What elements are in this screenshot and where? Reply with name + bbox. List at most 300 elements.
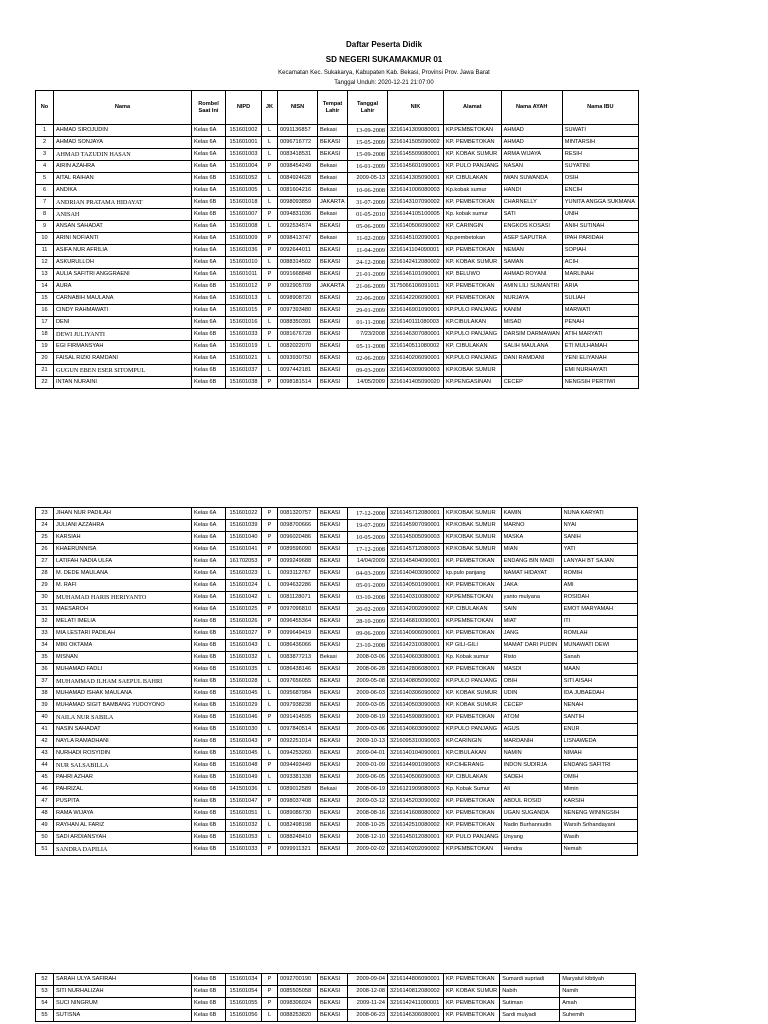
cell-nik: 3216143107090002 bbox=[388, 197, 444, 209]
cell-nama-ibu: SANIH bbox=[561, 532, 637, 544]
cell-jk: P bbox=[262, 974, 278, 986]
cell-nipd: 151601024 bbox=[226, 580, 262, 592]
cell-nipd: 151601029 bbox=[226, 700, 262, 712]
cell-nik: 3175066106091011 bbox=[388, 281, 444, 293]
cell-nik: 3216141309080001 bbox=[388, 125, 444, 137]
cell-nama-ibu: EMI NURHAYATI bbox=[562, 365, 638, 377]
cell-nisn: 0096716772 bbox=[278, 137, 318, 149]
cell-alamat: KP. CIBULAKAN bbox=[444, 604, 502, 616]
cell-no: 10 bbox=[36, 233, 54, 245]
cell-tanggal-lahir: 29-01-2009 bbox=[348, 305, 388, 317]
table-row bbox=[36, 173, 639, 185]
table-row bbox=[36, 257, 639, 269]
cell-nama-ayah: ASEP SAPUTRA bbox=[501, 233, 562, 245]
cell-nipd: 151601012 bbox=[226, 281, 262, 293]
cell-nama-ayah: MASDI bbox=[501, 664, 561, 676]
cell-nama-ayah: DANI RAMDANI bbox=[501, 353, 562, 365]
cell-no: 18 bbox=[36, 329, 54, 341]
table-row bbox=[36, 628, 638, 640]
cell-tempat-lahir: Bekasi bbox=[318, 652, 348, 664]
cell-jk: P bbox=[262, 329, 278, 341]
cell-nama-ayah: INDON SUDIRJA bbox=[501, 760, 561, 772]
cell-nama: SITI NURHALIZAH bbox=[54, 986, 192, 998]
cell-nama-ayah: Sardi mulyadi bbox=[500, 1010, 560, 1022]
cell-jk: P bbox=[262, 844, 278, 856]
cell-nama-ayah: Nadin Burhannudin bbox=[501, 820, 561, 832]
cell-alamat: KP. CIBULAKAN bbox=[444, 341, 502, 353]
cell-alamat: KP. CIBULAKAN bbox=[444, 772, 502, 784]
cell-nama-ayah: KANIM bbox=[501, 305, 562, 317]
cell-nama: AITAL RAIHAN bbox=[54, 173, 192, 185]
cell-jk: L bbox=[262, 724, 278, 736]
cell-nama-ibu: ANIH SUTINAH bbox=[562, 221, 638, 233]
cell-alamat: KP. PEMBETOKAN bbox=[444, 808, 502, 820]
table-row bbox=[36, 149, 639, 161]
cell-jk: L bbox=[262, 580, 278, 592]
cell-nipd: 151601035 bbox=[226, 664, 262, 676]
cell-rombel: Kelas 6B bbox=[192, 664, 226, 676]
cell-nik: 3216144901090003 bbox=[388, 760, 444, 772]
cell-nama-ayah: Sutiman bbox=[500, 998, 560, 1010]
cell-nisn: 0098181514 bbox=[278, 377, 318, 389]
cell-nisn: 0097393480 bbox=[278, 305, 318, 317]
cell-nipd: 151601052 bbox=[226, 173, 262, 185]
cell-nama-ayah: MAMAT DARI PUDIN bbox=[501, 640, 561, 652]
cell-nama-ayah: MIAT bbox=[501, 616, 561, 628]
cell-nama-ayah: JAKA bbox=[501, 580, 561, 592]
cell-tanggal-lahir: 21-06-2009 bbox=[348, 281, 388, 293]
cell-nipd: 151601032 bbox=[226, 820, 262, 832]
cell-alamat: KP. PEMBETOKAN bbox=[444, 974, 500, 986]
cell-nama-ayah: UGAN SUGANDA bbox=[501, 808, 561, 820]
cell-tempat-lahir: BEKASI bbox=[318, 329, 348, 341]
cell-no: 25 bbox=[36, 532, 54, 544]
cell-nisn: 0094253260 bbox=[278, 748, 318, 760]
cell-alamat: KP.KOBAK SUMUR bbox=[444, 532, 502, 544]
cell-nik: 3216140906090001 bbox=[388, 628, 444, 640]
table-row bbox=[36, 784, 638, 796]
col-header-nama: Nama bbox=[54, 91, 192, 125]
cell-rombel: Kelas 6B bbox=[192, 760, 226, 772]
cell-nisn: 0093112767 bbox=[278, 568, 318, 580]
cell-tanggal-lahir: 05-11-2008 bbox=[348, 341, 388, 353]
cell-rombel: Kelas 6B bbox=[192, 173, 226, 185]
cell-rombel: Kelas 6A bbox=[192, 353, 226, 365]
cell-rombel: Kelas 6A bbox=[192, 293, 226, 305]
cell-nipd: 151601015 bbox=[226, 305, 262, 317]
cell-nipd: 151601043 bbox=[226, 640, 262, 652]
cell-nama-ibu: ACIH bbox=[562, 257, 638, 269]
download-date: Tanggal Unduh: 2020-12-21 21:07:00 bbox=[334, 80, 434, 86]
cell-jk: L bbox=[262, 185, 278, 197]
cell-nama: GUGUN EBEN ESER SITOMPUL bbox=[54, 365, 192, 377]
cell-nisn: 0097096810 bbox=[278, 604, 318, 616]
cell-tempat-lahir: BEKASI bbox=[318, 808, 348, 820]
cell-nama-ibu: EMOT MARYAMAH bbox=[561, 604, 637, 616]
cell-nik: 3216145005090003 bbox=[388, 532, 444, 544]
cell-nisn: 0097656055 bbox=[278, 676, 318, 688]
cell-alamat: KP. PEMBETOKAN bbox=[444, 245, 502, 257]
cell-nisn: 0098093859 bbox=[278, 197, 318, 209]
table-row bbox=[36, 700, 638, 712]
cell-no: 1 bbox=[36, 125, 54, 137]
cell-nama-ayah: SATI bbox=[501, 209, 562, 221]
col-header-jk: JK bbox=[262, 91, 278, 125]
cell-tanggal-lahir: 23-10-2008 bbox=[348, 640, 388, 652]
cell-nama: MUHAMAD SIGIT BAMBANG YUDOYONO bbox=[54, 700, 192, 712]
cell-nama-ibu: SITI AISAH bbox=[561, 676, 637, 688]
table-row bbox=[36, 532, 638, 544]
cell-tanggal-lahir: 28-10-2009 bbox=[348, 616, 388, 628]
cell-nisn: 0082022070 bbox=[278, 341, 318, 353]
cell-no: 42 bbox=[36, 736, 54, 748]
cell-nipd: 151601007 bbox=[226, 209, 262, 221]
cell-no: 11 bbox=[36, 245, 54, 257]
cell-alamat: KP. BELUWO bbox=[444, 269, 502, 281]
cell-rombel: Kelas 6A bbox=[192, 341, 226, 353]
cell-no: 9 bbox=[36, 221, 54, 233]
cell-nama-ibu: ITI bbox=[561, 616, 637, 628]
cell-nama-ibu: RESIH bbox=[562, 149, 638, 161]
cell-nisn: 0088350391 bbox=[278, 317, 318, 329]
cell-alamat: KP.PEMBETOKAN bbox=[444, 125, 502, 137]
cell-nama-ayah: MASKA bbox=[501, 532, 561, 544]
cell-nama-ibu: IDA JUBAEDAH bbox=[561, 688, 637, 700]
cell-tempat-lahir: BEKASI bbox=[318, 353, 348, 365]
cell-tanggal-lahir: 14/04/2009 bbox=[348, 556, 388, 568]
table-row bbox=[36, 137, 639, 149]
cell-tempat-lahir: BEKASI bbox=[318, 712, 348, 724]
cell-nama-ibu: MARLINAH bbox=[562, 269, 638, 281]
cell-alamat: KP. KOBAK SUMUR bbox=[444, 986, 500, 998]
table-row bbox=[36, 820, 638, 832]
col-header-tempat-lahir: Tempat Lahir bbox=[318, 91, 348, 125]
cell-jk: L bbox=[262, 640, 278, 652]
cell-tempat-lahir: BEKASI bbox=[318, 736, 348, 748]
cell-jk: P bbox=[262, 281, 278, 293]
cell-tempat-lahir: BEKASI bbox=[318, 580, 348, 592]
cell-jk: L bbox=[262, 173, 278, 185]
cell-tanggal-lahir: 2009-11-24 bbox=[348, 998, 388, 1010]
cell-nipd: 151601004 bbox=[226, 161, 262, 173]
cell-no: 35 bbox=[36, 652, 54, 664]
cell-nipd: 151601048 bbox=[226, 760, 262, 772]
table-row bbox=[36, 808, 638, 820]
cell-tanggal-lahir: 05-01-2009 bbox=[348, 580, 388, 592]
cell-alamat: Kp.pembetokan bbox=[444, 233, 502, 245]
cell-nisn: 0091414595 bbox=[278, 712, 318, 724]
cell-nik: 3216145712080003 bbox=[388, 544, 444, 556]
cell-nama-ayah: MISAD bbox=[501, 317, 562, 329]
cell-rombel: Kelas 6B bbox=[192, 1010, 226, 1022]
cell-alamat: KP. KOBAK SUMUR bbox=[444, 257, 502, 269]
cell-nama: CINDY RAHMAWATI bbox=[54, 305, 192, 317]
table-header-row bbox=[36, 91, 639, 125]
cell-tempat-lahir: BEKASI bbox=[318, 748, 348, 760]
cell-no: 53 bbox=[36, 986, 54, 998]
cell-no: 12 bbox=[36, 257, 54, 269]
cell-nama-ayah: SALIH MAULANA bbox=[501, 341, 562, 353]
cell-nama: MIA LESTARI PADILAH bbox=[54, 628, 192, 640]
cell-nama: MIKI OKTAMA bbox=[54, 640, 192, 652]
cell-nama: ANSAN SAHADAT bbox=[54, 221, 192, 233]
cell-nama: KHAERUNNISA bbox=[54, 544, 192, 556]
cell-nik: 3216145102090001 bbox=[388, 233, 444, 245]
cell-nipd: 151601022 bbox=[226, 508, 262, 520]
cell-nama-ibu: ROMLAH bbox=[561, 628, 637, 640]
cell-rombel: Kelas 6B bbox=[192, 209, 226, 221]
cell-rombel: Kelas 6B bbox=[192, 652, 226, 664]
cell-nisn: 0093381338 bbox=[278, 772, 318, 784]
cell-nama-ibu: IPAH PARIDAH bbox=[562, 233, 638, 245]
cell-nisn: 0089012589 bbox=[278, 784, 318, 796]
cell-nama: JIHAN NUR PADILAH bbox=[54, 508, 192, 520]
cell-nipd: 151601056 bbox=[226, 1010, 262, 1022]
cell-no: 55 bbox=[36, 1010, 54, 1022]
cell-nisn: 0088253820 bbox=[278, 1010, 318, 1022]
cell-nik: 3216140104090001 bbox=[388, 748, 444, 760]
cell-nama-ibu: OSIH bbox=[562, 173, 638, 185]
cell-nama: ANDIKA bbox=[54, 185, 192, 197]
cell-nama-ayah: yanto mulyana bbox=[501, 592, 561, 604]
table-row bbox=[36, 974, 636, 986]
cell-nipd: 151601025 bbox=[226, 604, 262, 616]
table-row bbox=[36, 341, 639, 353]
cell-no: 54 bbox=[36, 998, 54, 1010]
cell-nama-ibu: NENAH bbox=[561, 700, 637, 712]
cell-nisn: 0081604216 bbox=[278, 185, 318, 197]
cell-nama-ibu: Namih bbox=[560, 986, 636, 998]
cell-alamat: KP.PEMBETOKAN bbox=[444, 616, 502, 628]
cell-jk: P bbox=[262, 796, 278, 808]
cell-tempat-lahir: BEKASI bbox=[318, 640, 348, 652]
cell-nama: MUHAMAD FADLI bbox=[54, 664, 192, 676]
cell-nisn: 0086438146 bbox=[278, 664, 318, 676]
cell-nisn: 0083418531 bbox=[278, 149, 318, 161]
cell-jk: P bbox=[262, 305, 278, 317]
cell-no: 28 bbox=[36, 568, 54, 580]
cell-no: 6 bbox=[36, 185, 54, 197]
cell-nama-ibu: NUNA KARYATI bbox=[561, 508, 637, 520]
cell-alamat: KP.KOBAK SUMUR bbox=[444, 520, 502, 532]
cell-nisn: 0096455364 bbox=[278, 616, 318, 628]
cell-no: 31 bbox=[36, 604, 54, 616]
cell-nama-ibu: MINTARSIH bbox=[562, 137, 638, 149]
cell-alamat: KP.KOBAK SUMUR bbox=[444, 544, 502, 556]
cell-nik: 3216141608080002 bbox=[388, 808, 444, 820]
cell-nama: PAHRIZAL bbox=[54, 784, 192, 796]
table-row bbox=[36, 724, 638, 736]
cell-tanggal-lahir: 15-05-2009 bbox=[348, 137, 388, 149]
cell-jk: P bbox=[262, 556, 278, 568]
cell-no: 8 bbox=[36, 209, 54, 221]
cell-nama-ayah: MIAN bbox=[501, 544, 561, 556]
cell-tempat-lahir: BEKASI bbox=[318, 688, 348, 700]
cell-alamat: KP. PEMBETOKAN bbox=[444, 556, 502, 568]
cell-tanggal-lahir: 2009-08-19 bbox=[348, 712, 388, 724]
cell-tanggal-lahir: 01-05-2010 bbox=[348, 209, 388, 221]
cell-tanggal-lahir: 2009-03-06 bbox=[348, 724, 388, 736]
cell-nama-ayah: Hendra bbox=[501, 844, 561, 856]
cell-nama-ibu: Suhemih bbox=[560, 1010, 636, 1022]
col-header-nama-ibu: Nama IBU bbox=[562, 91, 638, 125]
cell-no: 32 bbox=[36, 616, 54, 628]
cell-nisn: 0081676728 bbox=[278, 329, 318, 341]
cell-no: 24 bbox=[36, 520, 54, 532]
cell-nama-ayah: ARMA WIJAYA bbox=[501, 149, 562, 161]
student-table-section-1 bbox=[35, 90, 639, 389]
cell-jk: P bbox=[262, 532, 278, 544]
student-table-section-2 bbox=[35, 507, 638, 856]
cell-nik: 3216140503090003 bbox=[388, 700, 444, 712]
cell-nipd: 151601041 bbox=[226, 544, 262, 556]
table-body-section-2 bbox=[36, 508, 638, 856]
cell-nama: SUCI NINGRUM bbox=[54, 998, 192, 1010]
cell-jk: L bbox=[262, 592, 278, 604]
cell-nik: 3216141104090001 bbox=[388, 245, 444, 257]
cell-rombel: Kelas 6B bbox=[192, 748, 226, 760]
cell-nama: NAILA NUR SABILA bbox=[54, 712, 192, 724]
cell-nama: SUTISNA bbox=[54, 1010, 192, 1022]
cell-tanggal-lahir: 20-02-2009 bbox=[348, 604, 388, 616]
col-header-nama-ayah: Nama AYAH bbox=[501, 91, 562, 125]
cell-alamat: KP.PEMBETOKAN bbox=[444, 844, 502, 856]
cell-no: 37 bbox=[36, 676, 54, 688]
cell-alamat: KP.CIBULAKAN bbox=[444, 748, 502, 760]
cell-tanggal-lahir: 03-10-2008 bbox=[348, 592, 388, 604]
cell-jk: L bbox=[262, 365, 278, 377]
cell-nama: MAESAROH bbox=[54, 604, 192, 616]
cell-nama: EGI FIRMANSYAH bbox=[54, 341, 192, 353]
cell-nama-ibu: Amah bbox=[560, 998, 636, 1010]
table-row bbox=[36, 748, 638, 760]
cell-nik: 3216140511080002 bbox=[388, 341, 444, 353]
cell-nipd: 151601055 bbox=[226, 998, 262, 1010]
cell-jk: P bbox=[262, 986, 278, 998]
cell-jk: L bbox=[262, 149, 278, 161]
cell-rombel: Kelas 6A bbox=[192, 568, 226, 580]
cell-jk: L bbox=[262, 197, 278, 209]
cell-nipd: 151601026 bbox=[226, 616, 262, 628]
cell-nik: 3216142806080001 bbox=[388, 664, 444, 676]
cell-nama: MUHAMAD HARIS HERIYANTO bbox=[54, 592, 192, 604]
cell-tempat-lahir: BEKASI bbox=[318, 269, 348, 281]
cell-tanggal-lahir: 02-06-2009 bbox=[348, 353, 388, 365]
cell-tanggal-lahir: 09-03-2009 bbox=[348, 365, 388, 377]
cell-tempat-lahir: BEKASI bbox=[318, 616, 348, 628]
cell-jk: P bbox=[262, 604, 278, 616]
cell-nama-ibu: Wasih bbox=[561, 832, 637, 844]
cell-rombel: Kelas 6A bbox=[192, 125, 226, 137]
cell-nisn: 0089086730 bbox=[278, 808, 318, 820]
table-row bbox=[36, 664, 638, 676]
cell-tanggal-lahir: 05-06-2009 bbox=[348, 221, 388, 233]
cell-alamat: Kp. kobak sumur bbox=[444, 209, 502, 221]
cell-nisn: 0086436066 bbox=[278, 640, 318, 652]
cell-nik: 3216141405090020 bbox=[388, 377, 444, 389]
cell-tempat-lahir: BEKASI bbox=[318, 760, 348, 772]
cell-rombel: Kelas 6B bbox=[192, 832, 226, 844]
cell-nama-ibu: Sanah bbox=[561, 652, 637, 664]
cell-nik: 3216142310080001 bbox=[388, 640, 444, 652]
cell-no: 15 bbox=[36, 293, 54, 305]
cell-jk: L bbox=[262, 353, 278, 365]
cell-rombel: Kelas 6B bbox=[192, 808, 226, 820]
cell-nama-ayah: NAMIN bbox=[501, 748, 561, 760]
cell-nama-ibu: Nemah bbox=[561, 844, 637, 856]
cell-nipd: 151601030 bbox=[226, 724, 262, 736]
cell-jk: L bbox=[262, 137, 278, 149]
cell-jk: P bbox=[262, 233, 278, 245]
cell-alamat: KP.PULO PANJANG bbox=[444, 353, 502, 365]
cell-nipd: 151601002 bbox=[226, 125, 262, 137]
cell-tanggal-lahir: 2008-12-10 bbox=[348, 832, 388, 844]
cell-jk: P bbox=[262, 245, 278, 257]
cell-alamat: KP. KOBAK SUMUR bbox=[444, 688, 502, 700]
cell-rombel: Kelas 6A bbox=[192, 532, 226, 544]
cell-nik: 3216140603080001 bbox=[388, 652, 444, 664]
cell-nama-ibu: OMIH bbox=[561, 772, 637, 784]
cell-nama: JULIANI AZZAHRA bbox=[54, 520, 192, 532]
cell-nik: 3216121909080003 bbox=[388, 784, 444, 796]
cell-nama-ibu: ARIA bbox=[562, 281, 638, 293]
cell-rombel: Kelas 6B bbox=[192, 724, 226, 736]
cell-rombel: Kelas 6B bbox=[192, 820, 226, 832]
cell-nipd: 151601028 bbox=[226, 676, 262, 688]
cell-rombel: Kelas 6A bbox=[192, 137, 226, 149]
cell-nipd: 151601021 bbox=[226, 353, 262, 365]
cell-nik: 3216146307080001 bbox=[388, 329, 444, 341]
cell-tanggal-lahir: 16-01-2009 bbox=[348, 161, 388, 173]
cell-nisn: 0092905709 bbox=[278, 281, 318, 293]
cell-tanggal-lahir: 2009-06-05 bbox=[348, 772, 388, 784]
col-header-rombel: Rombel Saat Ini bbox=[192, 91, 226, 125]
cell-no: 36 bbox=[36, 664, 54, 676]
cell-nik: 3216146901090001 bbox=[388, 305, 444, 317]
cell-nama: NURHADI ROSYIDIN bbox=[54, 748, 192, 760]
cell-nama: RAYHAN AL FARIZ bbox=[54, 820, 192, 832]
table-row bbox=[36, 796, 638, 808]
cell-nama-ayah: ENGKOS KOSASI bbox=[501, 221, 562, 233]
cell-tempat-lahir: BEKASI bbox=[318, 974, 348, 986]
cell-nik: 3216140309090003 bbox=[388, 365, 444, 377]
cell-jk: L bbox=[262, 748, 278, 760]
cell-tempat-lahir: BEKASI bbox=[318, 986, 348, 998]
cell-nik: 3216145404090001 bbox=[388, 556, 444, 568]
cell-nama-ibu: ENDANG SAFITRI bbox=[561, 760, 637, 772]
cell-no: 38 bbox=[36, 688, 54, 700]
table-row bbox=[36, 365, 639, 377]
cell-nipd: 151601008 bbox=[226, 221, 262, 233]
cell-alamat: KP. PEMBETOKAN bbox=[444, 293, 502, 305]
cell-alamat: KP.PULO PANJANG bbox=[444, 329, 502, 341]
table-row bbox=[36, 676, 638, 688]
cell-nama-ibu: PENAH bbox=[562, 317, 638, 329]
cell-nama: DENI bbox=[54, 317, 192, 329]
cell-nama-ayah: Ali bbox=[501, 784, 561, 796]
cell-nik: 3216142510080002 bbox=[388, 820, 444, 832]
cell-tanggal-lahir: 21-01-2009 bbox=[348, 269, 388, 281]
cell-no: 29 bbox=[36, 580, 54, 592]
cell-nama-ibu: Maryatul kibtiyah bbox=[560, 974, 636, 986]
cell-rombel: Kelas 6A bbox=[192, 245, 226, 257]
cell-nama-ibu: UNIH bbox=[562, 209, 638, 221]
cell-nisn: 0098700666 bbox=[278, 520, 318, 532]
cell-jk: L bbox=[262, 772, 278, 784]
cell-rombel: Kelas 6B bbox=[192, 688, 226, 700]
cell-tanggal-lahir: 2008-08-16 bbox=[348, 808, 388, 820]
cell-tanggal-lahir: 2009-03-12 bbox=[348, 796, 388, 808]
